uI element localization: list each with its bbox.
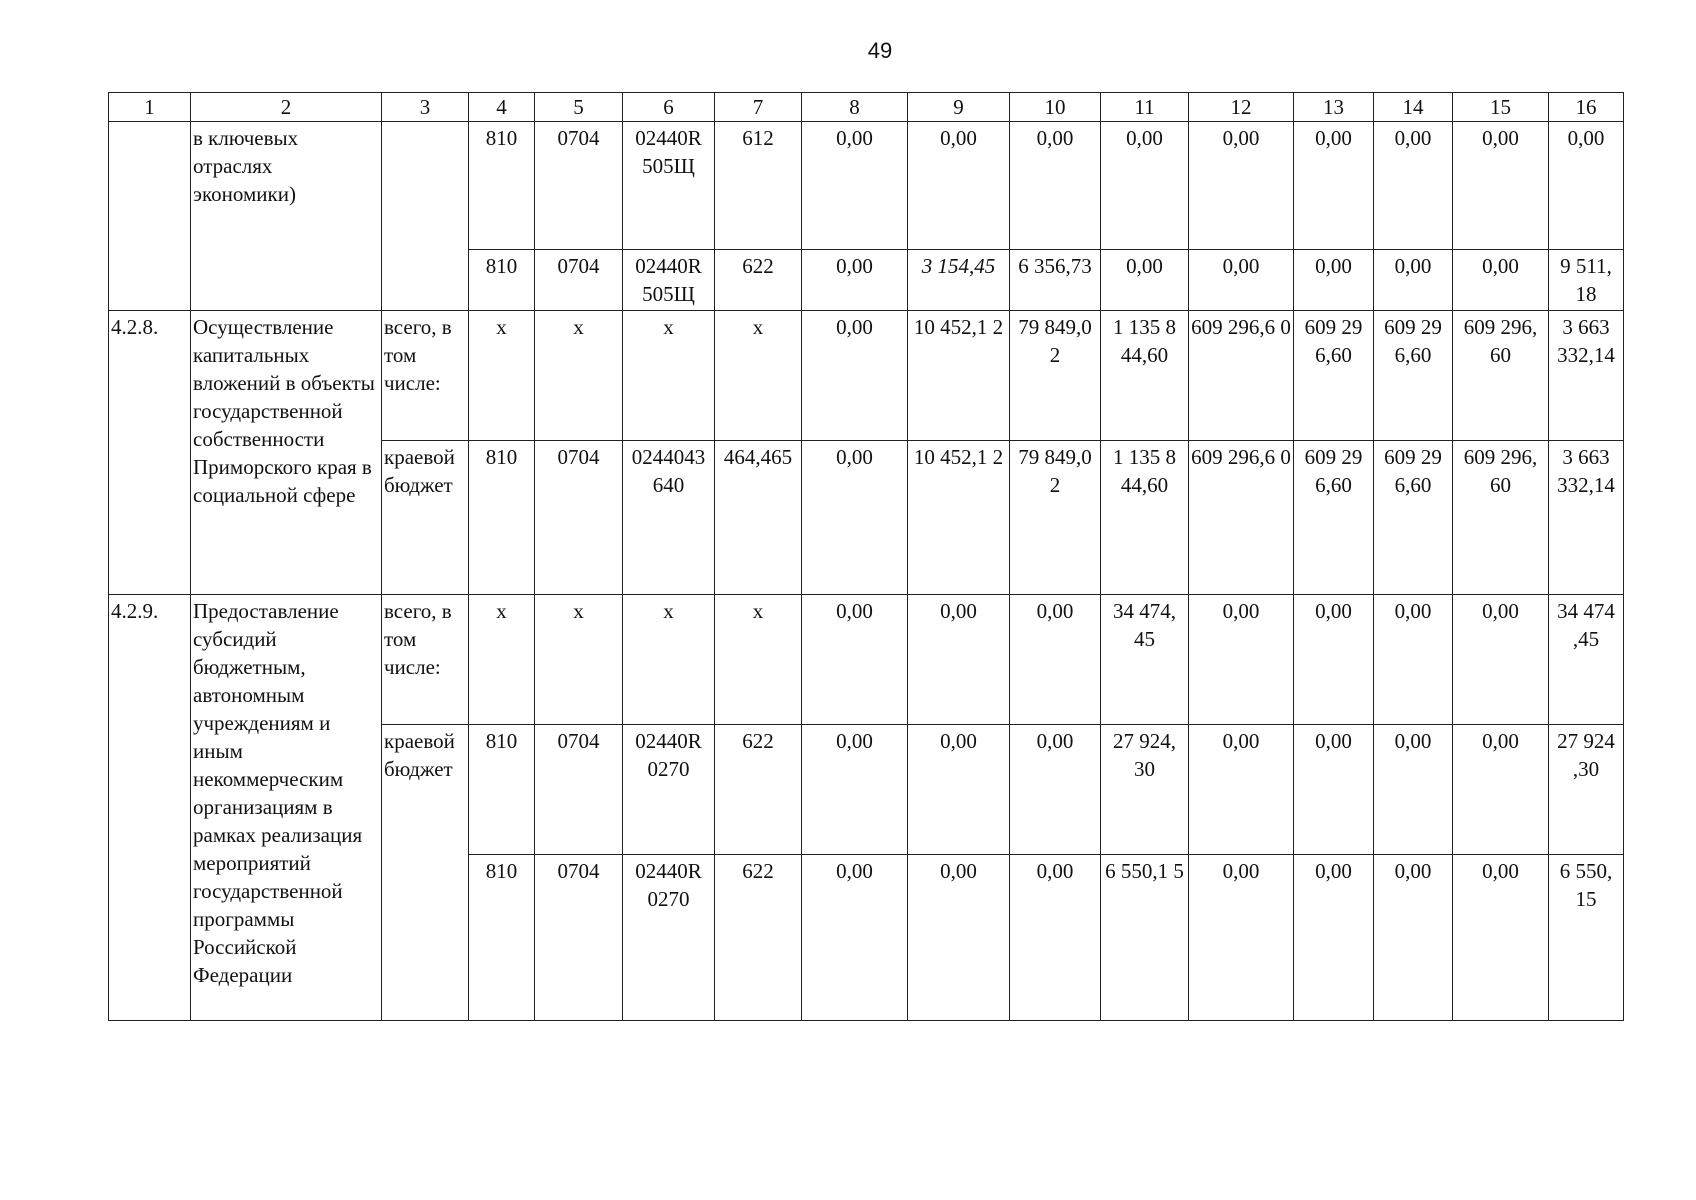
cell-grbs: 810 bbox=[469, 725, 535, 855]
cell-value: 0,00 bbox=[1010, 595, 1101, 725]
col-header: 6 bbox=[623, 93, 715, 122]
cell-value: 0,00 bbox=[1101, 250, 1189, 311]
cell-target: 02440R 0270 bbox=[623, 725, 715, 855]
cell-value: 609 296,6 0 bbox=[1189, 441, 1294, 595]
cell-grbs: х bbox=[469, 595, 535, 725]
cell-value: 0,00 bbox=[908, 855, 1010, 1021]
cell-grbs: 810 bbox=[469, 250, 535, 311]
col-header: 5 bbox=[535, 93, 623, 122]
cell-value: 0,00 bbox=[908, 122, 1010, 250]
row-number-cell bbox=[109, 122, 191, 311]
cell-value: 609 296,6 0 bbox=[1189, 311, 1294, 441]
cell-value: 609 29 6,60 bbox=[1294, 311, 1374, 441]
col-header: 16 bbox=[1549, 93, 1624, 122]
cell-value: 0,00 bbox=[802, 122, 908, 250]
cell-target: 02440R 505Щ bbox=[623, 250, 715, 311]
cell-value: 10 452,1 2 bbox=[908, 441, 1010, 595]
cell-total: 34 474 ,45 bbox=[1549, 595, 1624, 725]
cell-value: 0,00 bbox=[1101, 122, 1189, 250]
cell-value: 0,00 bbox=[1189, 855, 1294, 1021]
cell-value: 0,00 bbox=[1294, 855, 1374, 1021]
cell-value: 0,00 bbox=[1189, 250, 1294, 311]
cell-value: 0,00 bbox=[802, 855, 908, 1021]
cell-section: 0704 bbox=[535, 441, 623, 595]
cell-value: 3 154,45 bbox=[908, 250, 1010, 311]
cell-target: 0244043 640 bbox=[623, 441, 715, 595]
cell-value: 609 296, 60 bbox=[1453, 311, 1549, 441]
col-header: 3 bbox=[382, 93, 469, 122]
cell-value: 0,00 bbox=[1294, 122, 1374, 250]
cell-value: 0,00 bbox=[1189, 122, 1294, 250]
cell-value: 0,00 bbox=[908, 595, 1010, 725]
cell-value: 0,00 bbox=[1189, 725, 1294, 855]
cell-value: 0,00 bbox=[802, 441, 908, 595]
cell-value: 0,00 bbox=[1453, 725, 1549, 855]
col-header: 8 bbox=[802, 93, 908, 122]
cell-value: 0,00 bbox=[1453, 855, 1549, 1021]
cell-grbs: 810 bbox=[469, 855, 535, 1021]
cell-grbs: х bbox=[469, 311, 535, 441]
cell-value: 0,00 bbox=[802, 250, 908, 311]
col-header: 2 bbox=[191, 93, 382, 122]
cell-value: 6 550,1 5 bbox=[1101, 855, 1189, 1021]
cell-value: 0,00 bbox=[1374, 122, 1453, 250]
cell-target: х bbox=[623, 311, 715, 441]
col-header: 14 bbox=[1374, 93, 1453, 122]
col-header: 7 bbox=[715, 93, 802, 122]
col-header: 9 bbox=[908, 93, 1010, 122]
cell-value: 0,00 bbox=[1294, 595, 1374, 725]
cell-section: 0704 bbox=[535, 122, 623, 250]
col-header: 12 bbox=[1189, 93, 1294, 122]
cell-type: х bbox=[715, 595, 802, 725]
cell-section: х bbox=[535, 595, 623, 725]
budget-table bbox=[108, 92, 1624, 1021]
cell-total: 9 511, 18 bbox=[1549, 250, 1624, 311]
cell-value: 609 29 6,60 bbox=[1374, 441, 1453, 595]
source-cell bbox=[382, 122, 469, 311]
source-cell bbox=[382, 855, 469, 1021]
cell-total: 27 924 ,30 bbox=[1549, 725, 1624, 855]
cell-type: 622 bbox=[715, 855, 802, 1021]
table-row bbox=[109, 595, 1624, 725]
col-header: 13 bbox=[1294, 93, 1374, 122]
cell-target: 02440R 0270 bbox=[623, 855, 715, 1021]
col-header: 11 bbox=[1101, 93, 1189, 122]
row-name-cell: Предоставление субсидий бюджетным, автономным учреждениям и иным некоммерческим организациям в рамках реализация мероприятий государственной программы Российской Федерации bbox=[191, 595, 382, 1021]
cell-value: 0,00 bbox=[1010, 725, 1101, 855]
row-number-cell: 4.2.9. bbox=[109, 595, 191, 1021]
cell-value: 0,00 bbox=[908, 725, 1010, 855]
source-cell: краевой бюджет bbox=[382, 725, 469, 855]
cell-value: 0,00 bbox=[802, 595, 908, 725]
cell-total: 3 663 332,14 bbox=[1549, 311, 1624, 441]
cell-target: х bbox=[623, 595, 715, 725]
cell-value: 0,00 bbox=[1294, 725, 1374, 855]
cell-value: 0,00 bbox=[1294, 250, 1374, 311]
cell-value: 609 29 6,60 bbox=[1374, 311, 1453, 441]
page-number: 49 bbox=[867, 38, 893, 63]
row-name-cell: в ключевых отраслях экономики) bbox=[191, 122, 382, 311]
cell-target: 02440R 505Щ bbox=[623, 122, 715, 250]
cell-value: 0,00 bbox=[1374, 855, 1453, 1021]
cell-section: 0704 bbox=[535, 250, 623, 311]
cell-value: 609 296, 60 bbox=[1453, 441, 1549, 595]
cell-type: х bbox=[715, 311, 802, 441]
cell-value: 34 474, 45 bbox=[1101, 595, 1189, 725]
cell-value: 0,00 bbox=[1010, 122, 1101, 250]
cell-value: 0,00 bbox=[802, 311, 908, 441]
cell-value: 0,00 bbox=[1374, 250, 1453, 311]
cell-value: 0,00 bbox=[1374, 725, 1453, 855]
cell-value: 0,00 bbox=[1453, 250, 1549, 311]
cell-total: 6 550, 15 bbox=[1549, 855, 1624, 1021]
col-header: 15 bbox=[1453, 93, 1549, 122]
cell-value: 10 452,1 2 bbox=[908, 311, 1010, 441]
cell-value: 0,00 bbox=[1453, 595, 1549, 725]
cell-value: 79 849,0 2 bbox=[1010, 311, 1101, 441]
cell-type: 612 bbox=[715, 122, 802, 250]
table-row bbox=[109, 122, 1624, 250]
source-cell: всего, в том числе: bbox=[382, 311, 469, 441]
source-cell: краевой бюджет bbox=[382, 441, 469, 595]
cell-value: 0,00 bbox=[1010, 855, 1101, 1021]
cell-value: 0,00 bbox=[802, 725, 908, 855]
cell-total: 3 663 332,14 bbox=[1549, 441, 1624, 595]
cell-type: 622 bbox=[715, 250, 802, 311]
table-row bbox=[109, 311, 1624, 441]
cell-type: 622 bbox=[715, 725, 802, 855]
cell-grbs: 810 bbox=[469, 441, 535, 595]
cell-total: 0,00 bbox=[1549, 122, 1624, 250]
cell-section: 0704 bbox=[535, 855, 623, 1021]
cell-value: 1 135 8 44,60 bbox=[1101, 311, 1189, 441]
cell-value: 6 356,73 bbox=[1010, 250, 1101, 311]
col-header: 1 bbox=[109, 93, 191, 122]
cell-type: 464,465 bbox=[715, 441, 802, 595]
cell-value: 79 849,0 2 bbox=[1010, 441, 1101, 595]
cell-grbs: 810 bbox=[469, 122, 535, 250]
row-name-cell: Осуществление капитальных вложений в объекты государственной собственности Приморского края в социальной сфере bbox=[191, 311, 382, 595]
header-row bbox=[109, 93, 1624, 122]
cell-value: 609 29 6,60 bbox=[1294, 441, 1374, 595]
cell-section: 0704 bbox=[535, 725, 623, 855]
cell-value: 27 924, 30 bbox=[1101, 725, 1189, 855]
source-cell: всего, в том числе: bbox=[382, 595, 469, 725]
cell-section: х bbox=[535, 311, 623, 441]
row-number-cell: 4.2.8. bbox=[109, 311, 191, 595]
cell-value: 0,00 bbox=[1453, 122, 1549, 250]
cell-value: 0,00 bbox=[1189, 595, 1294, 725]
cell-value: 0,00 bbox=[1374, 595, 1453, 725]
col-header: 4 bbox=[469, 93, 535, 122]
cell-value: 1 135 8 44,60 bbox=[1101, 441, 1189, 595]
col-header: 10 bbox=[1010, 93, 1101, 122]
